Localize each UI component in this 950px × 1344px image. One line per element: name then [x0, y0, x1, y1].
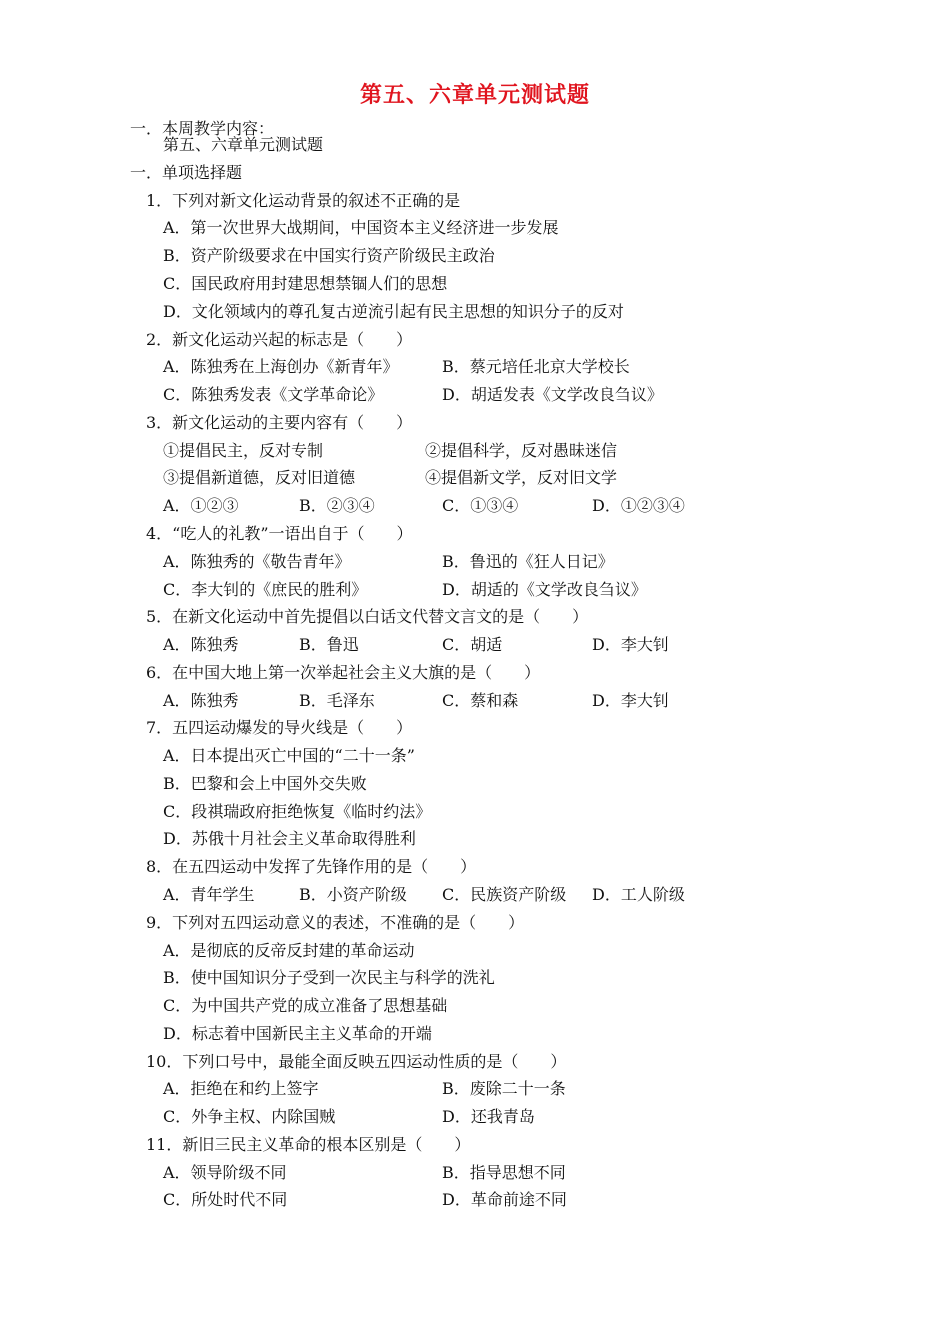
- option: D．工人阶级: [592, 885, 685, 904]
- section-heading-content: 一．本周教学内容：: [130, 119, 275, 138]
- option: B．小资产阶级: [299, 885, 407, 904]
- option: C．段祺瑞政府拒绝恢复《临时约法》: [163, 802, 432, 821]
- option: C．国民政府用封建思想禁锢人们的思想: [163, 274, 448, 293]
- question-stem: 6．在中国大地上第一次举起社会主义大旗的是（ ）: [146, 663, 541, 682]
- question-stem: 3．新文化运动的主要内容有（ ）: [146, 413, 413, 432]
- option: B．使中国知识分子受到一次民主与科学的洗礼: [163, 968, 495, 987]
- option: C．民族资产阶级: [442, 885, 567, 904]
- page-title: 第五、六章单元测试题: [359, 83, 590, 108]
- question-stem: 9．下列对五四运动意义的表述，不准确的是（ ）: [146, 913, 525, 932]
- question-stem: 10．下列口号中，最能全面反映五四运动性质的是（ ）: [146, 1052, 567, 1071]
- option: B．鲁迅的《狂人日记》: [442, 552, 614, 571]
- option: C．①③④: [442, 496, 519, 515]
- option: D．标志着中国新民主主义革命的开端: [163, 1024, 432, 1043]
- option: A．拒绝在和约上签字: [163, 1079, 319, 1098]
- option: B．指导思想不同: [442, 1163, 566, 1182]
- option: B．蔡元培任北京大学校长: [442, 357, 630, 376]
- option: A．青年学生: [163, 885, 255, 904]
- option: D．李大钊: [592, 635, 669, 654]
- option: D．文化领域内的尊孔复古逆流引起有民主思想的知识分子的反对: [163, 302, 624, 321]
- option: A．陈独秀: [163, 691, 239, 710]
- question-stem: 1．下列对新文化运动背景的叙述不正确的是: [146, 191, 461, 210]
- question-stem: 5．在新文化运动中首先提倡以白话文代替文言文的是（ ）: [146, 607, 589, 626]
- option: A．陈独秀的《敬告青年》: [163, 552, 351, 571]
- option: C．为中国共产党的成立准备了思想基础: [163, 996, 448, 1015]
- option: A．第一次世界大战期间，中国资本主义经济进一步发展: [163, 218, 559, 237]
- option: A．领导阶级不同: [163, 1163, 287, 1182]
- option: B．②③④: [299, 496, 375, 515]
- option: C．李大钊的《庶民的胜利》: [163, 580, 368, 599]
- option: D．①②③④: [592, 496, 685, 515]
- option: B．鲁迅: [299, 635, 359, 654]
- section-content-text: 第五、六章单元测试题: [163, 135, 324, 154]
- option: D．李大钊: [592, 691, 669, 710]
- option: A．陈独秀: [163, 635, 239, 654]
- option: C．外争主权、内除国贼: [163, 1107, 336, 1126]
- question-stem: 11．新旧三民主义革命的根本区别是（ ）: [146, 1135, 471, 1154]
- option: D．还我青岛: [442, 1107, 535, 1126]
- choice-item: ①提倡民主，反对专制: [163, 441, 324, 460]
- question-stem: 4．“吃人的礼教”一语出自于（ ）: [146, 524, 413, 543]
- option: B．废除二十一条: [442, 1079, 566, 1098]
- option: C．所处时代不同: [163, 1190, 288, 1209]
- question-stem: 8．在五四运动中发挥了先锋作用的是（ ）: [146, 857, 477, 876]
- option: A．是彻底的反帝反封建的革命运动: [163, 941, 415, 960]
- choice-item: ③提倡新道德，反对旧道德: [163, 468, 356, 487]
- option: D．胡适发表《文学改良刍议》: [442, 385, 663, 404]
- choice-item: ④提倡新文学，反对旧文学: [425, 468, 618, 487]
- option: A．陈独秀在上海创办《新青年》: [163, 357, 399, 376]
- option: C．蔡和森: [442, 691, 519, 710]
- option: C．胡适: [442, 635, 503, 654]
- option: D．革命前途不同: [442, 1190, 567, 1209]
- option: D．苏俄十月社会主义革命取得胜利: [163, 829, 416, 848]
- option: B．巴黎和会上中国外交失败: [163, 774, 367, 793]
- option: B．资产阶级要求在中国实行资产阶级民主政治: [163, 246, 495, 265]
- question-stem: 7．五四运动爆发的导火线是（ ）: [146, 718, 413, 737]
- option: C．陈独秀发表《文学革命论》: [163, 385, 384, 404]
- option: A．日本提出灭亡中国的“二十一条”: [163, 746, 415, 765]
- option: A．①②③: [163, 496, 239, 515]
- choice-item: ②提倡科学，反对愚昧迷信: [425, 441, 618, 460]
- question-stem: 2．新文化运动兴起的标志是（ ）: [146, 330, 413, 349]
- option: B．毛泽东: [299, 691, 375, 710]
- option: D．胡适的《文学改良刍议》: [442, 580, 647, 599]
- section-heading-questions: 一．单项选择题: [130, 163, 243, 182]
